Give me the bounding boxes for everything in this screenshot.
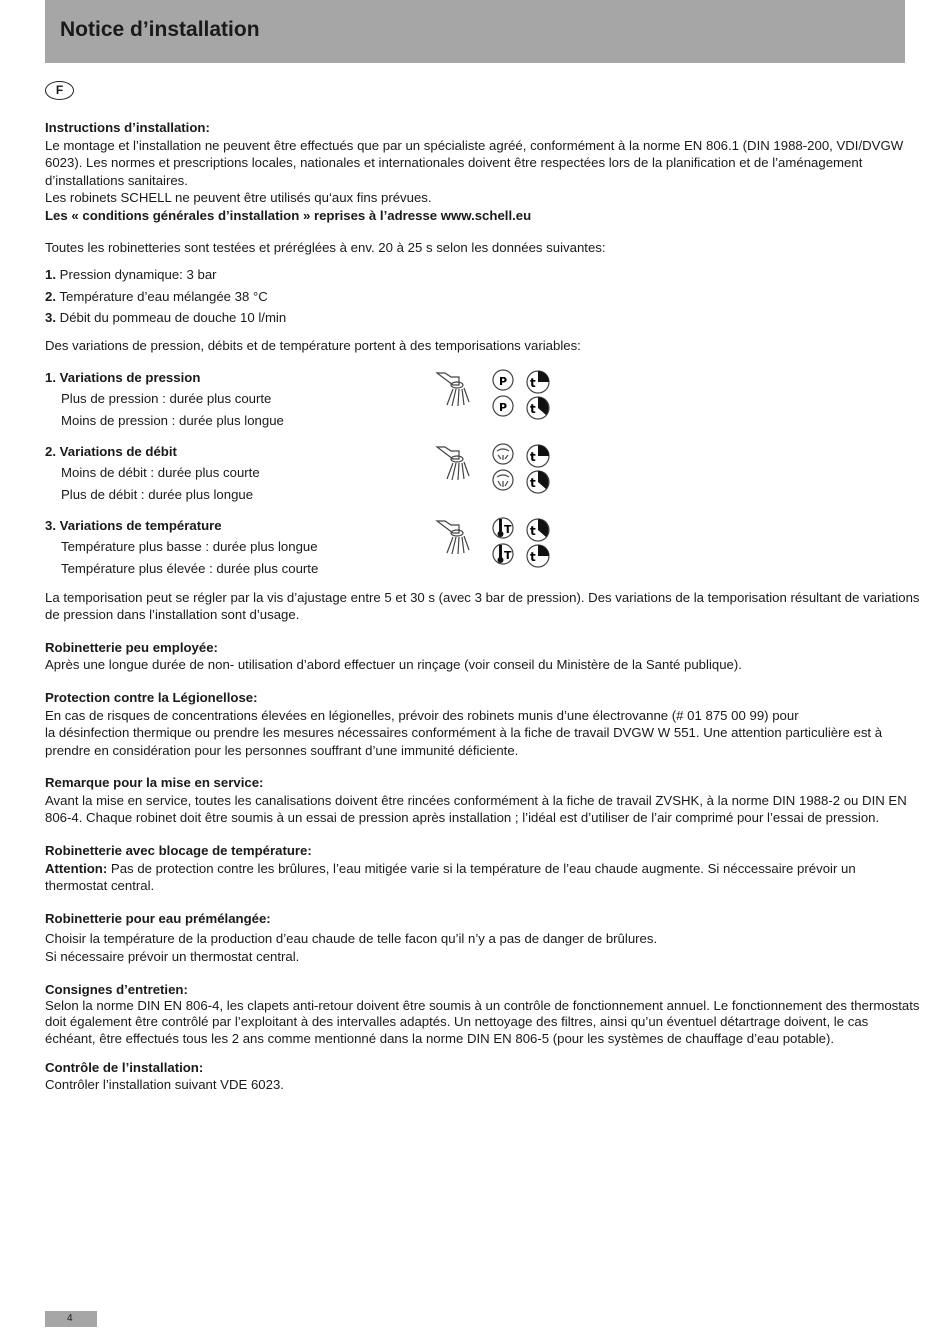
premixed-text: Choisir la température de la production d’eau chaude de telle facon qu’il n’y a pas de danger de brûlures. [45,931,658,947]
variations-intro: Des variations de pression, débits et de température portent à des temporisations variables: [45,337,581,353]
pressure-timer-icon [435,367,555,425]
condition-item: 1. Pression dynamique: 3 bar [45,267,217,283]
svg-text:t: t [530,449,536,464]
install-heading: Instructions d’installation: [45,120,210,135]
little-used-text: Après une longue durée de non- utilisation d’abord effectuer un rinçage (voir conseil du Ministère de la Santé publique). [45,657,742,673]
intended-use-text: Les robinets SCHELL ne peuvent être utilisés qu‘aux fins prévues. [45,190,432,206]
svg-text:P: P [499,374,508,388]
variation-title: 1. Variations de pression [45,369,201,385]
variation-line: Température plus élevée : durée plus courte [61,560,319,576]
conditions-list [45,264,921,329]
variation-title: 3. Variations de température [45,517,222,533]
premixed-heading: Robinetterie pour eau prémélangée: [45,910,271,926]
svg-text:t: t [530,401,536,416]
variation-title: 2. Variations de débit [45,443,177,459]
maintenance-heading: Consignes d’entretien: [45,981,188,997]
svg-text:t: t [530,523,536,538]
variation-line: Plus de débit : durée plus longue [61,486,254,502]
page-header [45,0,905,63]
svg-text:t: t [530,549,536,564]
svg-text:t: t [530,475,536,490]
svg-text:T: T [504,522,512,536]
document-body [45,119,921,1094]
variation-line: Moins de pression : durée plus longue [61,412,284,428]
language-badge: F [45,81,74,100]
variation-line: Plus de pression : durée plus courte [61,391,272,407]
page-title: Notice d’installation [60,18,260,41]
premixed-text: Si nécessaire prévoir un thermostat central. [45,949,300,965]
legionella-text: En cas de risques de concentrations élevées en légionelles, prévoir des robinets munis d’une électrovanne (# 01 875 00 99) pour [45,707,799,723]
temp-lock-heading: Robinetterie avec blocage de température: [45,843,312,859]
condition-item: 2. Température d’eau mélangée 38 °C [45,288,268,304]
general-conditions-text: Les « conditions générales d’installation » reprises à l’adresse www.schell.eu [45,207,532,223]
legionella-text: la désinfection thermique ou prendre les mesures nécessaires conformément à la fiche de travail DVGW W 551. Une attention particulière est à prendre en considération pour les personnes souffrant d’une immunité déficiente. [45,725,883,758]
commissioning-text: Avant la mise en service, toutes les canalisations doivent être rincées conformément à la fiche de travail ZVSHK, à la norme DIN 1988-2 ou DIN EN 806-4. Chaque robinet doit être soumis à un essai de pression après installation ; l’idéal est d’utiliser de l’air comprimé pour l’essai de pression. [45,792,907,826]
control-heading: Contrôle de l’installation: [45,1059,204,1075]
variation-pressure [45,367,921,433]
svg-text:T: T [504,548,512,562]
adjust-text: La temporisation peut se régler par la vis d’ajustage entre 5 et 30 s (avec 3 bar de pression). Des variations de la temporisation résultant de variations de pression dans l’installation sont d’usage. [45,589,920,623]
variation-flow [45,441,921,507]
control-text: Contrôler l’installation suivant VDE 6023. [45,1077,284,1093]
variation-temperature [45,515,921,581]
svg-text:P: P [499,400,508,414]
temp-lock-text: Attention: Pas de protection contre les brûlures, l’eau mitigée varie si la température de l’eau chaude augmente. Si néccessaire prévoir un thermostat central. [45,860,856,894]
legionella-heading: Protection contre la Légionellose: [45,689,258,705]
flow-timer-icon [435,441,555,499]
little-used-heading: Robinetterie peu employée: [45,639,218,655]
variation-line: Moins de débit : durée plus courte [61,465,260,481]
variation-line: Température plus basse : durée plus longue [61,539,318,555]
condition-item: 3. Débit du pommeau de douche 10 l/min [45,310,287,326]
install-text: Le montage et l’installation ne peuvent être effectués que par un spécialiste agréé, conformément à la norme EN 806.1 (DIN 1988-200, VDI/DVGW 6023). Les normes et prescriptions locales, nationales et internationales doivent être respectées lors de la planification et de l’aménagement d’installations sanitaires. [45,137,904,188]
svg-text:t: t [530,375,536,390]
commissioning-heading: Remarque pour la mise en service: [45,775,264,791]
tested-text: Toutes les robinetteries sont testées et préréglées à env. 20 à 25 s selon les données suivantes: [45,239,606,255]
maintenance-text: Selon la norme DIN EN 806-4, les clapets anti-retour doivent être soumis à un contrôle de fonctionnement annuel. Le fonctionnement des thermostats doit également être contrôlé par l’exploitant à des intervalles adaptés. Un nettoyage des filtres, ainsi qu’un éventuel détartrage doivent, le cas échéant, être effectués tous les 2 ans comme mentionné dans la norme DIN EN 806-5 (pour les systèmes de chauffage d’eau potable). [45,998,920,1046]
page-number: 4 [45,1311,97,1327]
temperature-timer-icon [435,515,555,573]
